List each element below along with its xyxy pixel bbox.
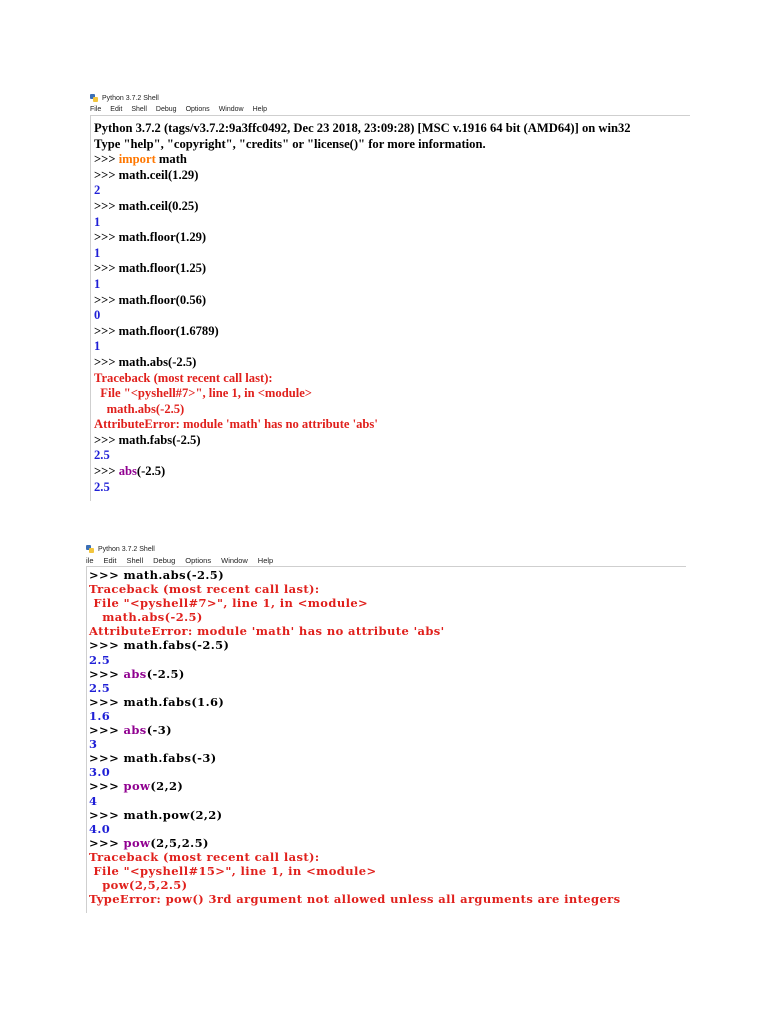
text-token: pow(2,5,2.5) (89, 878, 188, 893)
shell-line (89, 624, 686, 638)
shell-line (89, 695, 686, 709)
text-token: 4.0 (89, 821, 111, 836)
python-idle-icon (86, 545, 95, 554)
window-title: Python 3.7.2 Shell (98, 545, 155, 553)
shell-line (89, 610, 686, 624)
shell-line (89, 779, 686, 793)
text-token: 3.0 (89, 765, 111, 780)
shell-line (94, 402, 690, 418)
menu-shell[interactable]: Shell (131, 106, 147, 113)
text-token: math (155, 152, 187, 167)
menu-options[interactable]: Options (185, 106, 210, 113)
text-token: 2.5 (94, 448, 110, 463)
shell-line (89, 737, 686, 751)
text-token: File "<pyshell#15>", line 1, in <module> (89, 863, 377, 878)
text-token: >>> math.floor(0.56) (94, 292, 207, 307)
text-token: >>> math.floor(1.25) (94, 261, 207, 276)
text-token: (2,2) (150, 779, 184, 794)
text-token: (-3) (146, 723, 172, 738)
text-token: TypeError: pow() 3rd argument not allowed unless all arguments are integers (89, 892, 621, 907)
text-token: >>> (89, 779, 124, 794)
text-token: >>> (94, 464, 119, 479)
text-token: 2.5 (89, 652, 111, 667)
text-token: 4 (89, 793, 98, 808)
text-token: Type "help", "copyright", "credits" or "license()" for more information. (94, 136, 486, 151)
text-token: AttributeError: module 'math' has no attribute 'abs' (89, 624, 445, 639)
text-token: math.abs(-2.5) (94, 401, 185, 416)
shell-line (94, 464, 690, 480)
menu-debug[interactable]: Debug (153, 555, 176, 565)
text-token: File "<pyshell#7>", line 1, in <module> (89, 596, 369, 611)
text-token: 2 (94, 183, 101, 198)
text-token: File "<pyshell#7>", line 1, in <module> (94, 386, 312, 401)
shell-line (94, 152, 690, 168)
text-token: >>> math.fabs(-2.5) (89, 638, 230, 653)
shell-text-area[interactable] (86, 567, 686, 913)
text-token: 1 (94, 245, 101, 260)
menu-file[interactable]: File (90, 106, 102, 113)
shell-line (94, 293, 690, 309)
text-token: 1 (94, 339, 101, 354)
menu-bar (90, 104, 690, 116)
menu-window[interactable]: Window (221, 555, 248, 565)
text-token: >>> (89, 666, 124, 681)
shell-line (89, 864, 686, 878)
text-token: >>> math.fabs(-2.5) (94, 432, 201, 447)
text-token: >>> math.floor(1.29) (94, 230, 207, 245)
menu-shell[interactable]: Shell (126, 555, 144, 565)
shell-line (89, 568, 686, 582)
shell-line (94, 480, 690, 496)
python-idle-icon (90, 94, 99, 103)
title-bar (86, 544, 686, 554)
shell-line (94, 371, 690, 387)
shell-line (94, 355, 690, 371)
shell-line (89, 892, 686, 906)
menu-bar (86, 554, 686, 567)
shell-line (94, 230, 690, 246)
shell-line (89, 751, 686, 765)
shell-line (94, 246, 690, 262)
text-token: 1 (94, 214, 101, 229)
shell-line (94, 199, 690, 215)
text-token: Traceback (most recent call last): (94, 370, 273, 385)
shell-line (94, 433, 690, 449)
shell-text-area[interactable] (90, 116, 690, 501)
text-token: >>> (89, 723, 124, 738)
text-token: 2.5 (94, 479, 110, 494)
builtin-token: abs (118, 464, 137, 479)
text-token: >>> math.ceil(0.25) (94, 198, 199, 213)
keyword-token: import (118, 152, 156, 167)
text-token: (2,5,2.5) (150, 835, 209, 850)
python-shell-window-1 (90, 92, 690, 504)
shell-line (89, 878, 686, 892)
window-title: Python 3.7.2 Shell (102, 94, 159, 102)
menu-window[interactable]: Window (218, 106, 244, 113)
menu-edit[interactable]: Edit (110, 106, 123, 113)
text-token: >>> math.fabs(1.6) (89, 694, 225, 709)
title-bar (90, 92, 690, 104)
python-shell-window-2 (86, 544, 686, 914)
shell-line (94, 168, 690, 184)
menu-file[interactable]: ile (86, 555, 94, 565)
builtin-token: pow (123, 779, 151, 794)
shell-line (94, 183, 690, 199)
text-token: 1.6 (89, 708, 111, 723)
shell-line (89, 653, 686, 667)
text-token: 0 (94, 308, 101, 323)
text-token: AttributeError: module 'math' has no attribute 'abs' (94, 417, 378, 432)
shell-line (94, 386, 690, 402)
builtin-token: abs (123, 666, 147, 681)
shell-line (89, 850, 686, 864)
shell-line (89, 794, 686, 808)
shell-line (94, 121, 690, 137)
shell-line (94, 417, 690, 433)
text-token: 3 (89, 737, 98, 752)
text-token: Traceback (most recent call last): (89, 849, 320, 864)
text-token: math.abs(-2.5) (89, 610, 203, 625)
shell-line (89, 822, 686, 836)
text-token: >>> math.fabs(-3) (89, 751, 217, 766)
shell-line (94, 137, 690, 153)
shell-line (94, 261, 690, 277)
shell-line (89, 709, 686, 723)
menu-help[interactable]: Help (257, 555, 274, 565)
shell-line (94, 448, 690, 464)
shell-line (89, 681, 686, 695)
shell-line (89, 723, 686, 737)
shell-line (89, 596, 686, 610)
shell-line (89, 765, 686, 779)
text-token: >>> math.abs(-2.5) (89, 568, 225, 582)
text-token: >>> math.abs(-2.5) (94, 354, 197, 369)
text-token: 1 (94, 276, 101, 291)
builtin-token: abs (123, 723, 147, 738)
menu-debug[interactable]: Debug (155, 106, 177, 113)
shell-line (89, 667, 686, 681)
shell-line (94, 277, 690, 293)
shell-line (94, 339, 690, 355)
shell-line (89, 836, 686, 850)
text-token: >>> math.floor(1.6789) (94, 323, 219, 338)
text-token: (-2.5) (136, 464, 166, 479)
text-token: >>> (94, 152, 119, 167)
menu-options[interactable]: Options (185, 555, 212, 565)
menu-help[interactable]: Help (252, 106, 267, 113)
shell-line (89, 638, 686, 652)
text-token: >>> math.pow(2,2) (89, 807, 223, 822)
shell-line (94, 324, 690, 340)
text-token: Python 3.7.2 (tags/v3.7.2:9a3ffc0492, Dec 23 2018, 23:09:28) [MSC v.1916 64 bit (AMD64)] on win32 (94, 121, 631, 135)
text-token: (-2.5) (146, 666, 185, 681)
text-token: 2.5 (89, 680, 111, 695)
text-token: >>> (89, 835, 124, 850)
text-token: >>> math.ceil(1.29) (94, 167, 199, 182)
shell-line (89, 582, 686, 596)
shell-line (94, 215, 690, 231)
text-token: Traceback (most recent call last): (89, 582, 320, 597)
shell-line (89, 808, 686, 822)
shell-line (94, 308, 690, 324)
builtin-token: pow (123, 835, 151, 850)
menu-edit[interactable]: Edit (103, 555, 117, 565)
